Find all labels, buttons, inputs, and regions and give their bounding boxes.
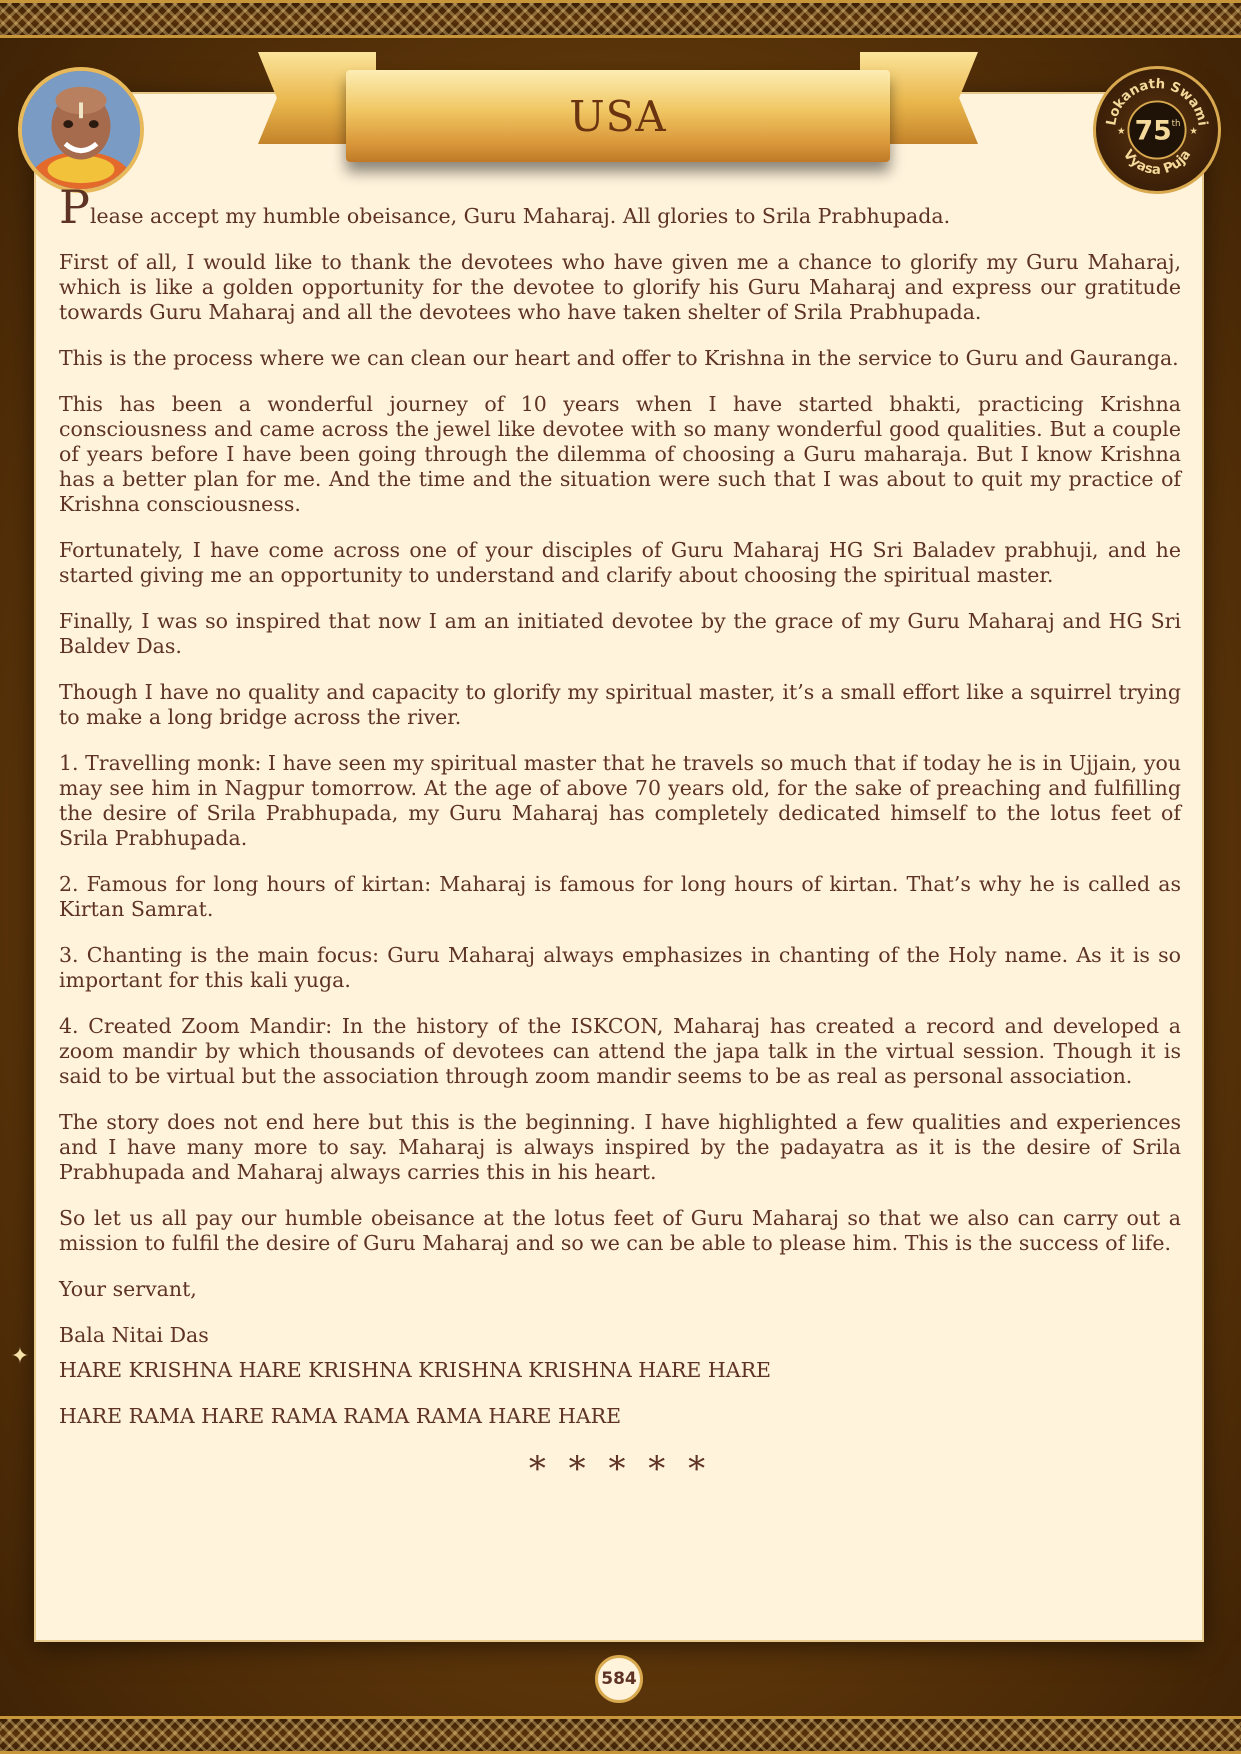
paragraph: Fortunately, I have come across one of your disciples of Guru Maharaj HG Sri Baladev prabhuji, and he started giving me an opportunity to understand and clarify about choosing the spiritual master. xyxy=(59,538,1181,587)
decorative-top-border xyxy=(0,0,1241,38)
paragraph: So let us all pay our humble obeisance at the lotus feet of Guru Maharaj so that we also can carry out a mission to fulfil the desire of Guru Maharaj and so we can be able to please him. This is the success of life. xyxy=(59,1206,1181,1255)
ribbon-banner xyxy=(346,70,890,162)
paragraph: Finally, I was so inspired that now I am an initiated devotee by the grace of my Guru Maharaj and HG Sri Baldev Das. xyxy=(59,609,1181,658)
paragraph: 2. Famous for long hours of kirtan: Maharaj is famous for long hours of kirtan. That’s why he is called as Kirtan Samrat. xyxy=(59,872,1181,921)
section-divider: * * * * * xyxy=(528,1449,712,1489)
opening-paragraph xyxy=(59,180,1181,234)
paragraph: 4. Created Zoom Mandir: In the history of the ISKCON, Maharaj has created a record and developed a zoom mandir by which thousands of devotees can attend the japa talk in the virtual session. Though it is said to be virtual but the association through zoom mandir seems to be as real as personal association. xyxy=(59,1014,1181,1088)
page-title: USA xyxy=(569,91,667,141)
seal-top-text: Lokanath Swami xyxy=(1104,76,1210,127)
decorative-bottom-border xyxy=(0,1716,1241,1754)
guru-portrait xyxy=(18,67,144,193)
page-number: 584 xyxy=(595,1655,643,1703)
paragraph: This has been a wonderful journey of 10 years when I have started bhakti, practicing Krishna consciousness and came across the jewel like devotee with so many wonderful good qualities. But a couple of years before I have been going through the dilemma of choosing a Guru maharaja. But I know Krishna has a better plan for me. And the time and the situation were such that I was about to quit my practice of Krishna consciousness. xyxy=(59,392,1181,516)
title-ribbon xyxy=(258,50,978,168)
paragraph: This is the process where we can clean our heart and offer to Krishna in the service to Guru and Gauranga. xyxy=(59,346,1179,370)
seal-bottom-text: Vyasa Puja xyxy=(1119,147,1195,178)
paragraph: 1. Travelling monk: I have seen my spiritual master that he travels so much that if today he is in Ujjain, you may see him in Nagpur tomorrow. At the age of above 70 years old, for the sake of preaching and fulfilling the desire of Srila Prabhupada, my Guru Maharaj has completely dedicated himself to the lotus feet of Srila Prabhupada. xyxy=(59,751,1181,850)
signature: Bala Nitai Das xyxy=(59,1323,209,1347)
drop-cap: P xyxy=(59,180,90,234)
letter-body xyxy=(59,180,1181,1489)
vyasa-puja-seal xyxy=(1093,66,1221,194)
paragraph: 3. Chanting is the main focus: Guru Maharaj always emphasizes in chanting of the Holy name. As it is so important for this kali yuga. xyxy=(59,943,1181,992)
portrait-icon xyxy=(22,71,140,189)
opening-text: lease accept my humble obeisance, Guru Maharaj. All glories to Srila Prabhupada. xyxy=(89,204,951,228)
paragraph: Though I have no quality and capacity to glorify my spiritual master, it’s a small effort like a squirrel trying to make a long bridge across the river. xyxy=(59,680,1181,729)
seal-number-suffix: th xyxy=(1171,119,1181,130)
seal-emblem-icon xyxy=(1096,69,1218,191)
seal-number: 75 xyxy=(1134,115,1172,147)
svg-text:★: ★ xyxy=(1189,125,1198,137)
svg-text:★: ★ xyxy=(1116,125,1126,137)
paragraph: The story does not end here but this is the beginning. I have highlighted a few qualities and experiences and I have many more to say. Maharaj is always inspired by the padayatra as it is the desire of Srila Prabhupada and Maharaj always carries this in his heart. xyxy=(59,1110,1181,1184)
mantra-line-2: HARE RAMA HARE RAMA RAMA RAMA HARE HARE xyxy=(59,1404,622,1428)
mantra-line-1: HARE KRISHNA HARE KRISHNA KRISHNA KRISHNA HARE HARE xyxy=(59,1358,771,1382)
sparkle-icon: ✦ xyxy=(10,1344,30,1369)
paragraph: First of all, I would like to thank the devotees who have given me a chance to glorify my Guru Maharaj, which is like a golden opportunity for the devotee to glorify his Guru Maharaj and express our gratitude towards Guru Maharaj and all the devotees who have taken shelter of Srila Prabhupada. xyxy=(59,250,1181,324)
closing-line: Your servant, xyxy=(59,1277,197,1301)
